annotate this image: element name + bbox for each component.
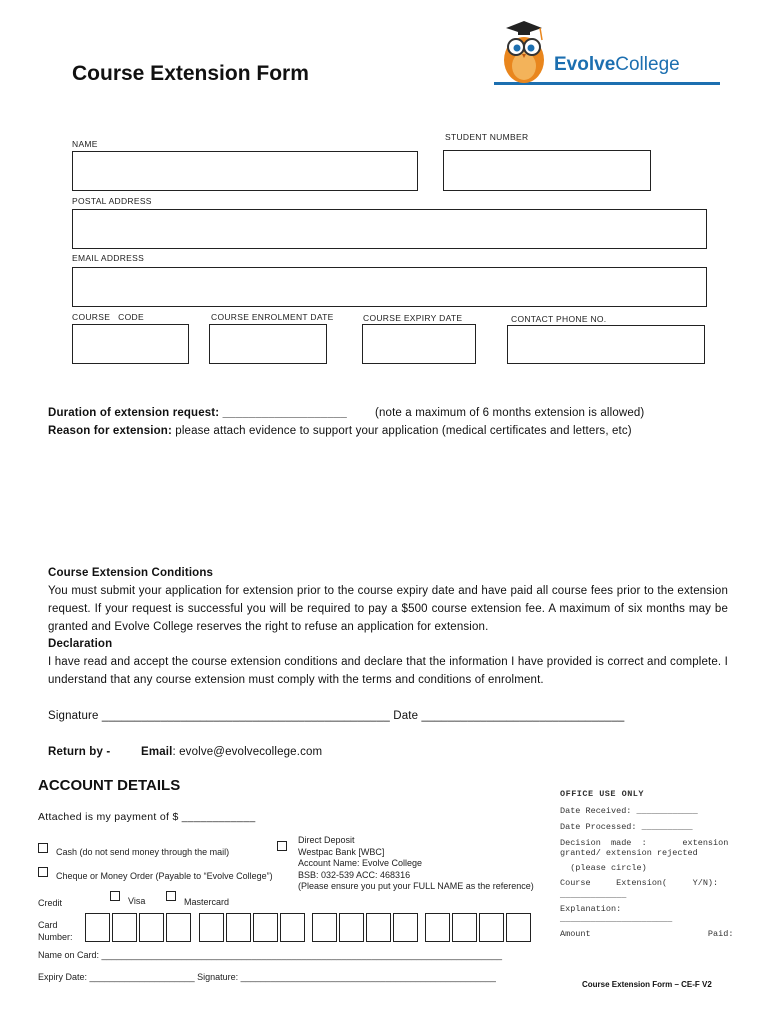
return-email-label: Email (141, 746, 173, 758)
visa-checkbox[interactable] (110, 891, 120, 901)
conditions-line-2: request. If your request is successful you will be required to pay a $500 course extension fee. A maximum of six months may be (48, 603, 728, 615)
visa-label: Visa (128, 896, 146, 906)
card-digit-cell[interactable] (112, 913, 137, 942)
office-date-received: Date Received: ____________ (560, 806, 698, 816)
office-date-processed: Date Processed: __________ (560, 822, 693, 832)
card-digit-cell[interactable] (253, 913, 278, 942)
deposit-title: Direct Deposit (298, 835, 355, 845)
card-digit-cell[interactable] (479, 913, 504, 942)
office-course-extension-line: _____________ (560, 890, 627, 900)
course-enrolment-date-field[interactable] (209, 324, 327, 364)
course-code-field[interactable] (72, 324, 189, 364)
card-digit-cell[interactable] (139, 913, 164, 942)
card-digit-cell[interactable] (280, 913, 305, 942)
card-number-label-2: Number: (38, 932, 73, 942)
card-number-cells[interactable] (85, 913, 535, 943)
office-course-extension: Course Extension( Y/N): (560, 878, 719, 888)
deposit-bank: Westpac Bank [WBC] (298, 846, 385, 857)
mastercard-checkbox[interactable] (166, 891, 176, 901)
card-digit-cell[interactable] (199, 913, 224, 942)
declaration-line-1: I have read and accept the course extension conditions and declare that the information I have provided is correct and complete. I (48, 656, 728, 668)
card-digit-cell[interactable] (425, 913, 450, 942)
cash-label: Cash (do not send money through the mail) (56, 847, 230, 857)
conditions-line-1: You must submit your application for extension prior to the course expiry date and have paid all course fees prior to the extension (48, 585, 728, 597)
conditions-heading: Course Extension Conditions (48, 567, 214, 579)
office-use-heading: OFFICE USE ONLY (560, 789, 645, 799)
course-expiry-date-field[interactable] (362, 324, 476, 364)
account-details-heading: ACCOUNT DETAILS (38, 777, 181, 794)
declaration-line-2: understand that any course extension must comply with the terms and conditions of enrolment. (48, 674, 544, 686)
course-code-label: COURSE CODE (72, 312, 144, 322)
card-digit-cell[interactable] (85, 913, 110, 942)
form-code-footer: Course Extension Form – CE-F V2 (582, 980, 712, 989)
postal-address-field[interactable] (72, 209, 707, 249)
office-decision-line-3: (please circle) (560, 863, 647, 873)
office-decision-line-1: Decision made : extension (560, 838, 729, 848)
office-amount-paid: Amount Paid: (560, 929, 734, 939)
office-decision-line-2: granted/ extension rejected (560, 848, 698, 858)
card-digit-cell[interactable] (393, 913, 418, 942)
contact-phone-label: CONTACT PHONE NO. (511, 314, 607, 324)
deposit-account-name: Account Name: Evolve College (298, 858, 423, 868)
office-explanation-line: ______________________ (560, 914, 673, 924)
card-digit-cell[interactable] (226, 913, 251, 942)
deposit-note: (Please ensure you put your FULL NAME as the reference) (298, 881, 534, 891)
credit-label: Credit (38, 898, 63, 908)
logo-brand-college: College (615, 54, 680, 75)
evolve-college-logo (494, 20, 720, 86)
office-explanation: Explanation: (560, 904, 622, 914)
student-number-label: STUDENT NUMBER (445, 132, 529, 142)
name-label: NAME (72, 139, 98, 149)
card-digit-cell[interactable] (452, 913, 477, 942)
card-digit-cell[interactable] (506, 913, 531, 942)
card-digit-cell[interactable] (339, 913, 364, 942)
name-on-card-line[interactable]: Name on Card: ________________________________________________________________________________ (38, 950, 502, 960)
expiry-signature-line[interactable]: Expiry Date: _____________________ Signature: ___________________________________________________ (38, 972, 496, 982)
student-number-field[interactable] (443, 150, 651, 191)
email-address-field[interactable] (72, 267, 707, 307)
deposit-bsb-acc: BSB: 032-539 ACC: 468316 (298, 869, 411, 880)
mastercard-label: Mastercard (184, 897, 230, 907)
return-email-value: : evolve@evolvecollege.com (172, 746, 323, 758)
declaration-heading: Declaration (48, 638, 113, 650)
card-digit-cell[interactable] (312, 913, 337, 942)
cheque-label: Cheque or Money Order (Payable to “Evolve College”) (56, 871, 273, 881)
cheque-checkbox[interactable] (38, 867, 48, 877)
card-digit-cell[interactable] (166, 913, 191, 942)
duration-label: Duration of extension request: ___________________ (48, 407, 347, 419)
owl-icon (494, 20, 720, 86)
contact-phone-field[interactable] (507, 325, 705, 364)
duration-note: (note a maximum of 6 months extension is allowed) (375, 407, 645, 419)
payment-amount-line[interactable]: Attached is my payment of $ ____________ (38, 811, 256, 823)
direct-deposit-checkbox[interactable] (277, 841, 287, 851)
cash-checkbox[interactable] (38, 843, 48, 853)
course-expiry-date-label: COURSE EXPIRY DATE (363, 313, 463, 323)
logo-brand-evolve: Evolve (554, 54, 616, 75)
reason-label: Reason for extension: (48, 425, 172, 437)
card-digit-cell[interactable] (366, 913, 391, 942)
page-title: Course Extension Form (72, 62, 309, 85)
reason-text: please attach evidence to support your application (medical certificates and letters, etc) (175, 425, 632, 437)
conditions-line-3: granted and Evolve College reserves the right to refuse an application for extension. (48, 621, 489, 633)
postal-address-label: POSTAL ADDRESS (72, 196, 152, 206)
name-field[interactable] (72, 151, 418, 191)
course-enrolment-date-label: COURSE ENROLMENT DATE (211, 312, 334, 322)
signature-date-line[interactable]: Signature ____________________________________________ Date _______________________________ (48, 710, 625, 722)
card-number-label-1: Card (38, 920, 58, 930)
return-by-label: Return by - (48, 746, 111, 758)
email-address-label: EMAIL ADDRESS (72, 253, 145, 263)
